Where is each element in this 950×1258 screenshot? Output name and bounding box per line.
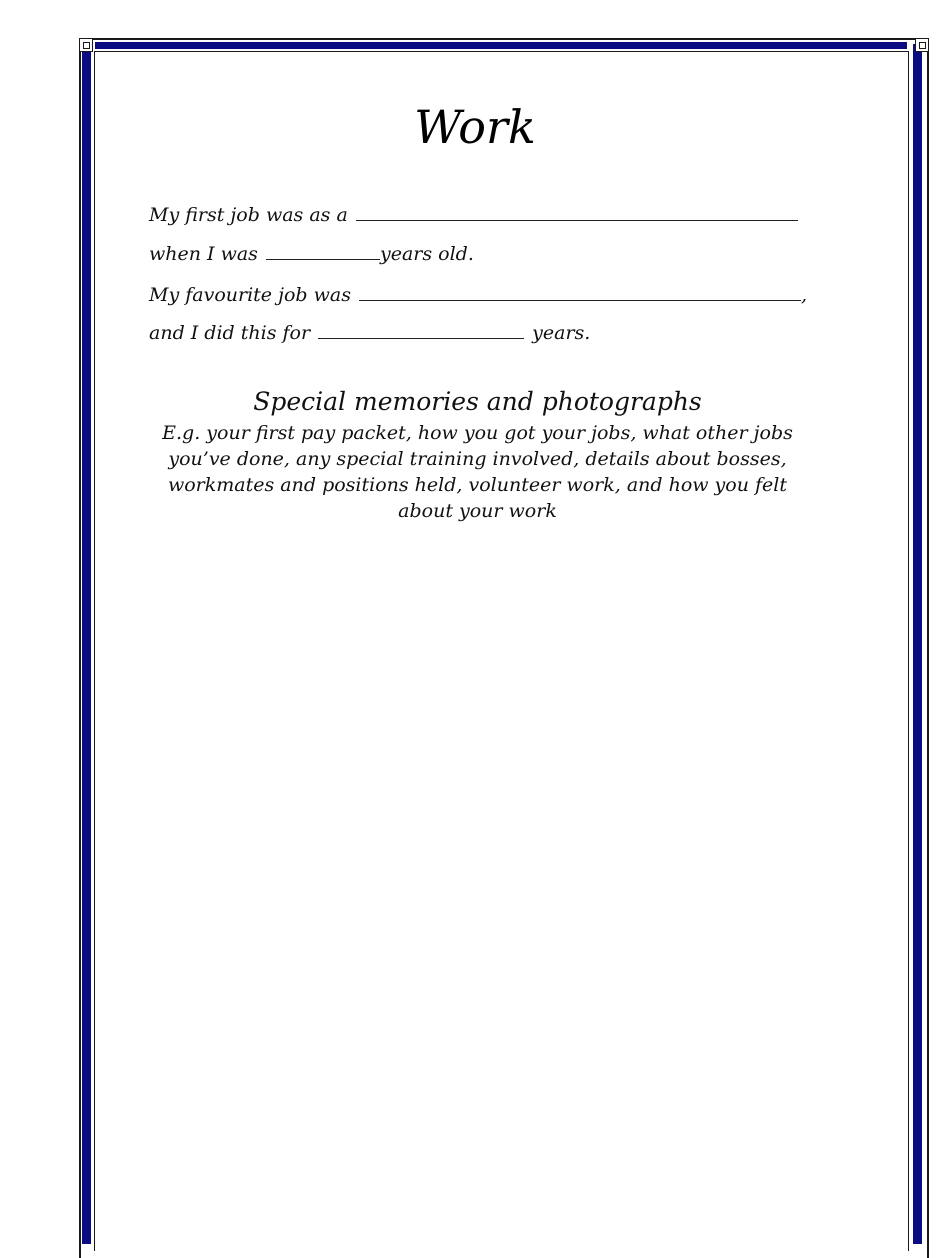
first-job-line	[149, 203, 800, 226]
first-job-age-label: when I was	[149, 243, 258, 265]
memories-heading: Special memories and photographs	[253, 387, 702, 416]
favourite-job-suffix: ,	[801, 284, 808, 306]
favourite-job-line	[149, 283, 807, 306]
favourite-job-blank[interactable]	[359, 283, 801, 301]
page-border-right-band	[913, 44, 922, 1244]
favourite-job-years-blank[interactable]	[318, 321, 524, 339]
favourite-job-years-suffix: years.	[532, 322, 591, 344]
first-job-age-blank[interactable]	[266, 242, 380, 260]
favourite-job-label: My favourite job was	[149, 284, 351, 306]
first-job-blank[interactable]	[356, 203, 798, 221]
first-job-age-suffix: years old.	[379, 243, 474, 265]
corner-ornament-top-left	[79, 38, 93, 52]
page-title: Work	[414, 100, 536, 154]
favourite-job-years-label: and I did this for	[149, 322, 311, 344]
page-border-top-band	[95, 42, 907, 49]
favourite-job-years-line	[149, 321, 590, 344]
first-job-age-line	[149, 242, 474, 265]
page-border-left-band	[82, 44, 91, 1244]
corner-ornament-top-right	[915, 38, 929, 52]
first-job-label: My first job was as a	[149, 204, 348, 226]
page-border-inner	[94, 51, 909, 1251]
memories-examples: E.g. your first pay packet, how you got your jobs, what other jobs you’ve done, any special training involved, details about bosses, workmates and positions held, volunteer work, and how you felt about your work	[162, 422, 793, 522]
